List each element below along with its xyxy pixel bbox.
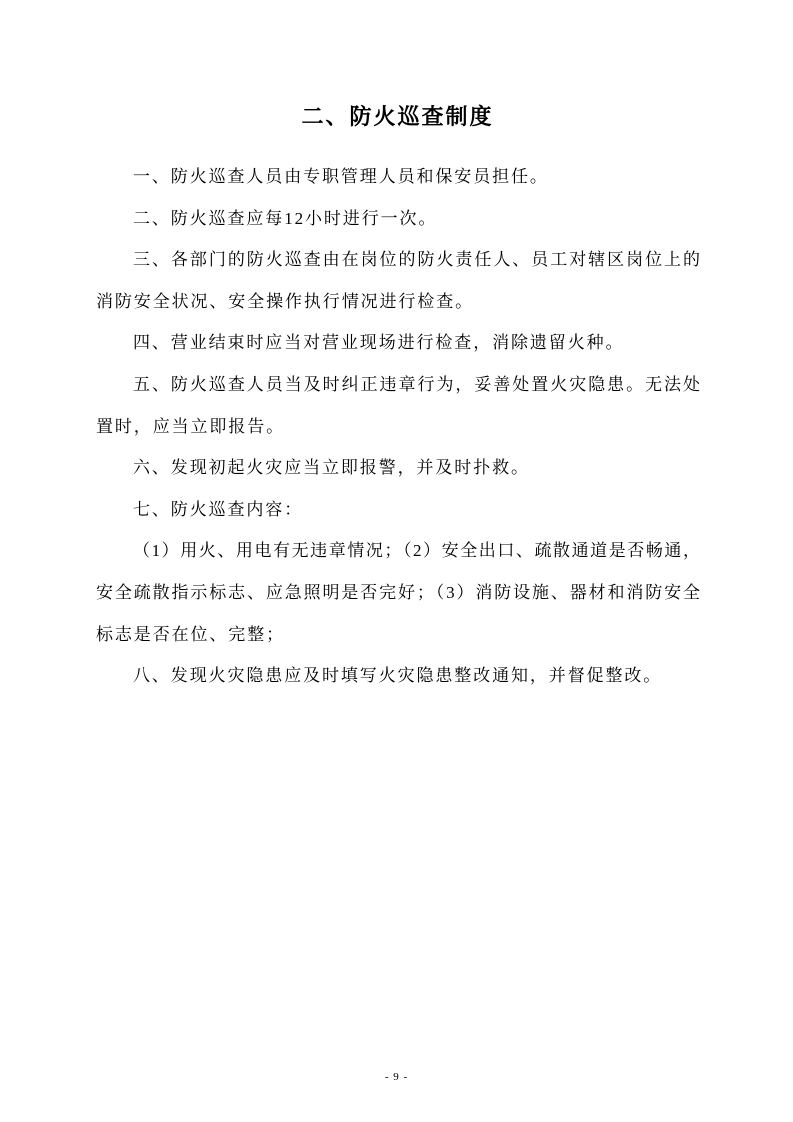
paragraph-9 (96, 655, 700, 697)
paragraph-3-line-1: 三、各部门的防火巡查由在岗位的防火责任人、员工对辖区岗位上的 (133, 250, 700, 270)
paragraph-1 (96, 156, 700, 198)
paragraph-2-line-1: 二、防火巡查应每12小时进行一次。 (133, 208, 438, 228)
paragraph-1-line-1: 一、防火巡查人员由专职管理人员和保安员担任。 (133, 167, 549, 186)
paragraph-4 (96, 322, 700, 364)
paragraph-7-line-1: 七、防火巡查内容： (133, 499, 304, 519)
paragraph-5-line-2: 置时，应当立即报告。 (96, 416, 285, 436)
paragraph-8-line-3: 标志是否在位、完整； (96, 624, 285, 644)
paragraph-2 (96, 198, 700, 240)
paragraph-5 (96, 364, 700, 447)
paragraph-6-line-1: 六、发现初起火灾应当立即报警，并及时扑救。 (133, 458, 530, 478)
paragraph-9-line-1: 八、发现火灾隐患应及时填写火灾隐患整改通知，并督促整改。 (133, 666, 663, 686)
paragraph-6 (96, 447, 700, 489)
document-body (96, 156, 700, 697)
paragraph-3-line-2: 消防安全状况、安全操作执行情况进行检查。 (96, 291, 474, 311)
paragraph-5-line-1: 五、防火巡查人员当及时纠正违章行为，妥善处置火灾隐患。无法处 (133, 374, 700, 394)
page-number: - 9 - (384, 1071, 409, 1083)
paragraph-3 (96, 239, 700, 322)
paragraph-8-line-1: （1）用火、用电有无违章情况；（2）安全出口、疏散通道是否畅通， (133, 541, 700, 561)
paragraph-8-line-2: 安全疏散指示标志、应急照明是否完好；（3）消防设施、器材和消防安全 (96, 582, 700, 602)
paragraph-8 (96, 530, 700, 655)
paragraph-4-line-1: 四、营业结束时应当对营业现场进行检查，消除遗留火种。 (133, 333, 625, 353)
page-title: 二、防火巡查制度 (301, 104, 494, 129)
paragraph-7 (96, 489, 700, 531)
